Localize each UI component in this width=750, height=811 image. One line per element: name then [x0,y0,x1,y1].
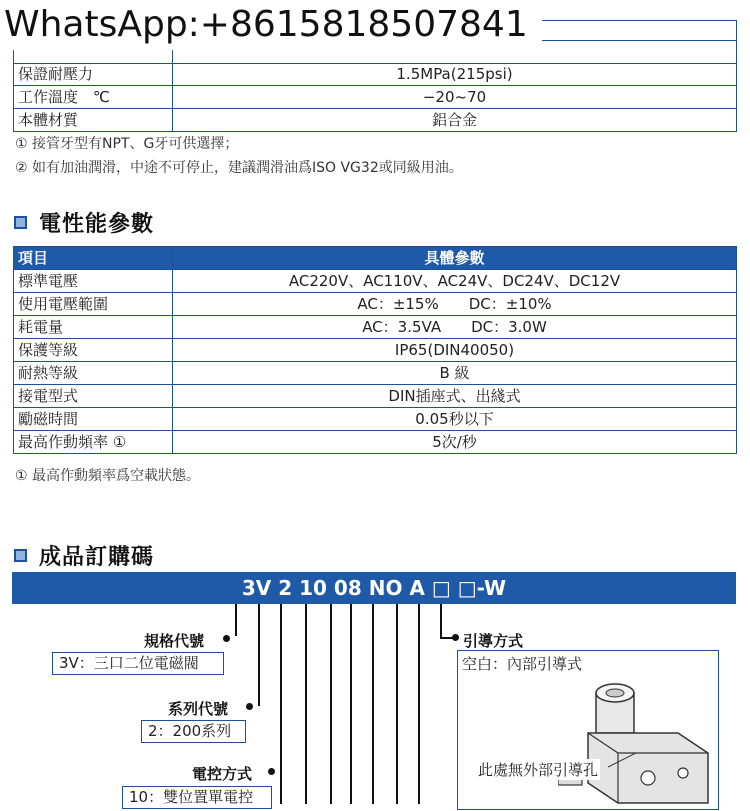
connector-line [372,604,374,804]
section-title-text: 成品訂購碼 [39,545,155,570]
row-key: 耐熱等級 [14,362,173,385]
row-key: 工作溫度 ℃ [14,86,173,109]
row-value: DIN插座式、出綫式 [173,385,737,408]
row-key: 接電型式 [14,385,173,408]
connector-dot [452,634,459,641]
control-mode-label: 電控方式 [192,765,253,783]
note-line: ① 接管牙型有NPT、G牙可供選擇； [15,136,239,152]
row-value: AC：3.5VA DC：3.0W [173,316,737,339]
row-value: 0.05秒以下 [173,408,737,431]
row-value: IP65(DIN40050) [173,339,737,362]
table-row [14,431,737,454]
electrical-spec-table [13,246,737,454]
pilot-mode-value: 空白：內部引導式 [462,655,583,673]
table-row [14,86,737,109]
pilot-mode-box [457,650,719,810]
connector-dot [268,768,275,775]
series-code-box: 2：200系列 [141,720,246,743]
table-row [14,408,737,431]
row-key: 耗電量 [14,316,173,339]
series-code-label: 系列代號 [168,700,229,718]
row-key: 使用電壓範圍 [14,293,173,316]
row-key: 標準電壓 [14,270,173,293]
connector-line [235,604,237,636]
connector-line [280,604,282,804]
square-bullet-icon [14,216,27,229]
pilot-mode-label: 引導方式 [463,632,524,650]
connector-line [258,604,260,706]
table-row [14,109,737,132]
spec-code-box: 3V：三口二位電磁閥 [52,652,224,675]
row-value: 1.5MPa(215psi) [173,64,737,86]
table-row [14,362,737,385]
table-row [14,316,737,339]
table-row [14,64,737,86]
row-value: 5次/秒 [173,431,737,454]
row-key: 最高作動頻率 ① [14,431,173,454]
connector-dot [223,635,230,642]
note-line: ② 如有加油潤滑，中途不可停止，建議潤滑油爲ISO VG32或同級用油。 [15,160,463,176]
connector-dot [246,703,253,710]
table-row [14,339,737,362]
control-mode-box: 10：雙位置單電控 [122,786,272,809]
note-line: ① 最高作動頻率爲空載狀態。 [15,468,201,484]
square-bullet-icon [14,549,27,562]
section-title-ordering [14,540,154,571]
connector-line [418,604,420,804]
row-value: AC：±15% DC：±10% [173,293,737,316]
pilot-note-text: 此處無外部引導孔 [478,761,599,779]
table-header-row [14,247,737,270]
order-code-bar: 3V 2 10 08 NO A □ □-W [12,572,736,604]
row-key: 保護等級 [14,339,173,362]
row-value: 鋁合金 [173,109,737,132]
spec-code-label: 規格代號 [144,632,205,650]
pointer-line-icon [608,751,638,769]
table-row [14,385,737,408]
header-value: 具體參數 [173,247,737,270]
solenoid-valve-icon [558,673,718,811]
watermark-text: WhatsApp:+8615818507841 [0,0,542,50]
row-key: 本體材質 [14,109,173,132]
table-row [14,293,737,316]
row-key: 保證耐壓力 [14,64,173,86]
connector-line [396,604,398,804]
row-key: 勵磁時間 [14,408,173,431]
table-row [14,270,737,293]
row-value: AC220V、AC110V、AC24V、DC24V、DC12V [173,270,737,293]
connector-line [305,604,307,804]
section-title-text: 電性能參數 [39,212,155,237]
connector-line [440,604,442,638]
connector-line [350,604,352,804]
row-value: B 級 [173,362,737,385]
header-key: 項目 [14,247,173,270]
connector-line [330,604,332,804]
section-title-electrical [14,207,154,238]
row-value: −20~70 [173,86,737,109]
